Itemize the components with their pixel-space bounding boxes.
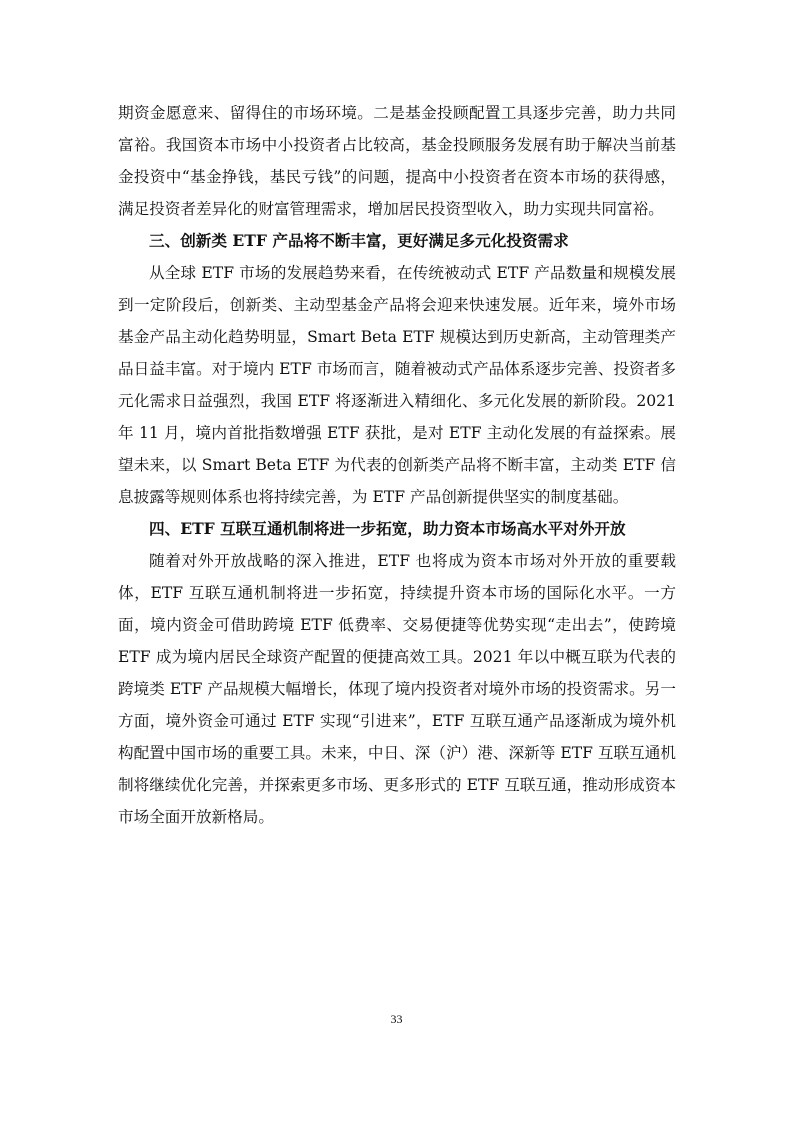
section-heading-3: 三、创新类 ETF 产品将不断丰富，更好满足多元化投资需求: [149, 231, 569, 250]
paragraph-etf-connectivity: 随着对外开放战略的深入推进，ETF 也将成为资本市场对外开放的重要载体，ETF 互联互通机制将进一步拓宽，持续提升资本市场的国际化水平。一方面，境内资金可借助跨境 ETF 低费率、交易便捷等优势实现“走出去”，使跨境 ETF 成为境内居民全球资产配置的便捷高效工具。2021 年以中概互联为代表的跨境类 ETF 产品规模大幅增长，体现了境内投资者对境外市场的投资需求。另一方面，境外资金可通过 ETF 实现“引进来”，ETF 互联互通产品逐渐成为境外机构配置中国市场的重要工具。未来，中日、深（沪）港、深新等 ETF 互联互通机制将继续优化完善，并探索更多市场、更多形式的 ETF 互联互通，推动形成资本市场全面开放新格局。: [118, 552, 676, 826]
page-number: 33: [390, 1012, 403, 1026]
section-heading-4: 四、ETF 互联互通机制将进一步拓宽，助力资本市场高水平对外开放: [149, 519, 626, 538]
paragraph-continued: 期资金愿意来、留得住的市场环境。二是基金投顾配置工具逐步完善，助力共同富裕。我国资本市场中小投资者占比较高，基金投顾服务发展有助于解决当前基金投资中“基金挣钱，基民亏钱”的问题，提高中小投资者在资本市场的获得感，满足投资者差异化的财富管理需求，增加居民投资型收入，助力实现共同富裕。: [118, 104, 676, 218]
paragraph-innovative-etf: 从全球 ETF 市场的发展趋势来看，在传统被动式 ETF 产品数量和规模发展到一定阶段后，创新类、主动型基金产品将会迎来快速发展。近年来，境外市场基金产品主动化趋势明显，Smart Beta ETF 规模达到历史新高，主动管理类产品日益丰富。对于境内 ETF 市场而言，随着被动式产品体系逐步完善、投资者多元化需求日益强烈，我国 ETF 将逐渐进入精细化、多元化发展的新阶段。2021 年 11 月，境内首批指数增强 ETF 获批，是对 ETF 主动化发展的有益探索。展望未来，以 Smart Beta ETF 为代表的创新类产品将不断丰富，主动类 ETF 信息披露等规则体系也将持续完善，为 ETF 产品创新提供坚实的制度基础。: [118, 264, 676, 506]
document-body: [118, 97, 676, 833]
